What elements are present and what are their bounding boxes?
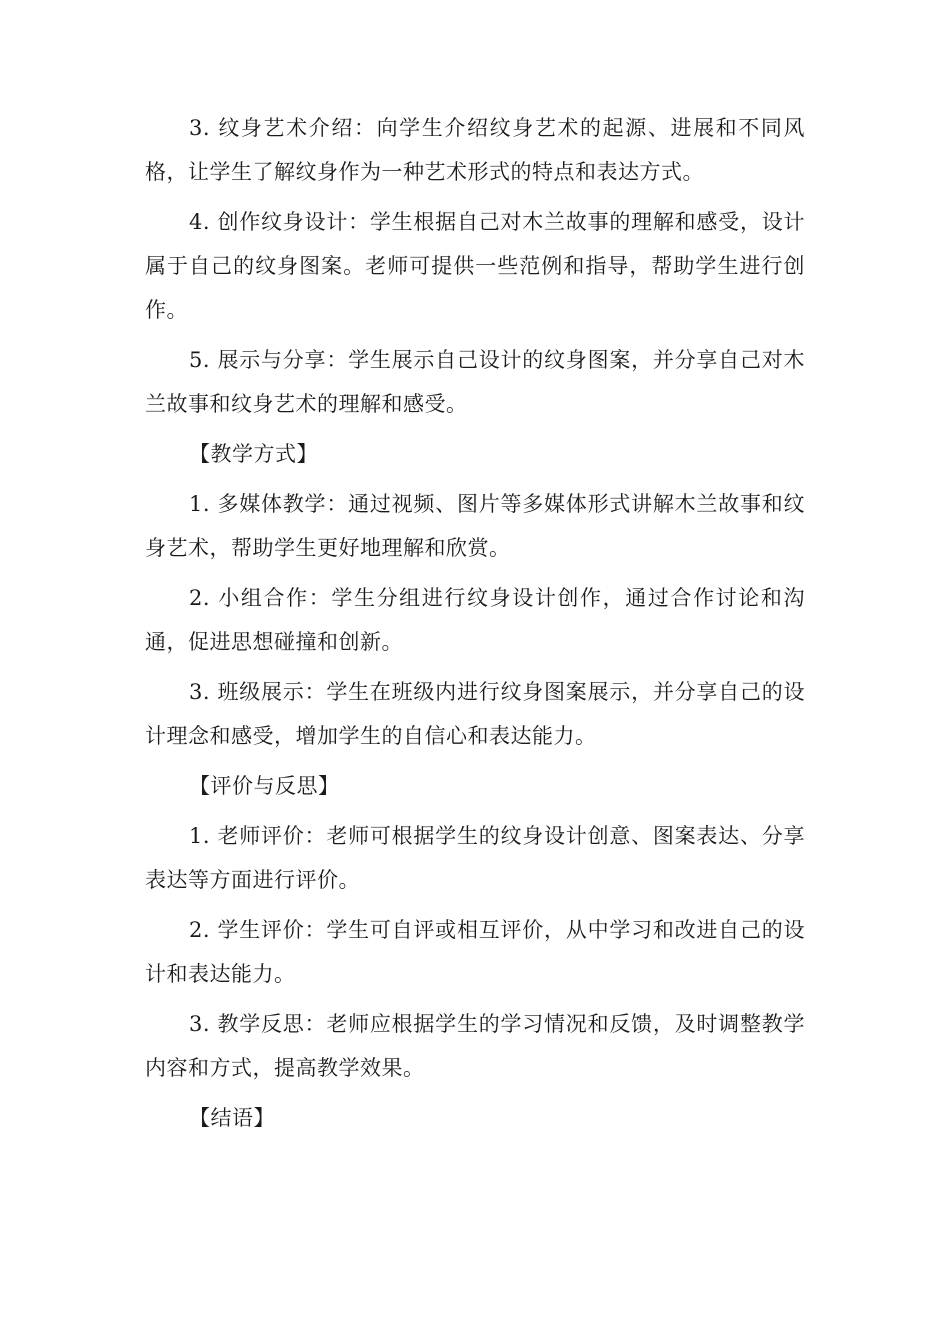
paragraph-reflection: 3. 教学反思：老师应根据学生的学习情况和反馈，及时调整教学内容和方式，提高教学效果。 [145,1012,805,1080]
paragraph-group-work: 2. 小组合作：学生分组进行纹身设计创作，通过合作讨论和沟通，促进思想碰撞和创新。 [145,586,805,654]
section-heading-teaching-method: 【教学方式】 [189,442,318,466]
section-heading-evaluation: 【评价与反思】 [189,774,340,798]
paragraph-tattoo-intro: 3. 纹身艺术介绍：向学生介绍纹身艺术的起源、进展和不同风格，让学生了解纹身作为一种艺术形式的特点和表达方式。 [145,116,805,184]
paragraph-tattoo-design: 4. 创作纹身设计：学生根据自己对木兰故事的理解和感受，设计属于自己的纹身图案。老师可提供一些范例和指导，帮助学生进行创作。 [145,210,805,322]
paragraph-show-share: 5. 展示与分享：学生展示自己设计的纹身图案，并分享自己对木兰故事和纹身艺术的理解和感受。 [145,348,805,416]
paragraph-student-eval: 2. 学生评价：学生可自评或相互评价，从中学习和改进自己的设计和表达能力。 [145,918,805,986]
section-heading-conclusion: 【结语】 [189,1106,275,1130]
document-body [145,106,805,1146]
paragraph-class-show: 3. 班级展示：学生在班级内进行纹身图案展示，并分享自己的设计理念和感受，增加学生的自信心和表达能力。 [145,680,805,748]
paragraph-teacher-eval: 1. 老师评价：老师可根据学生的纹身设计创意、图案表达、分享表达等方面进行评价。 [145,824,805,892]
paragraph-multimedia: 1. 多媒体教学：通过视频、图片等多媒体形式讲解木兰故事和纹身艺术，帮助学生更好地理解和欣赏。 [145,492,805,560]
